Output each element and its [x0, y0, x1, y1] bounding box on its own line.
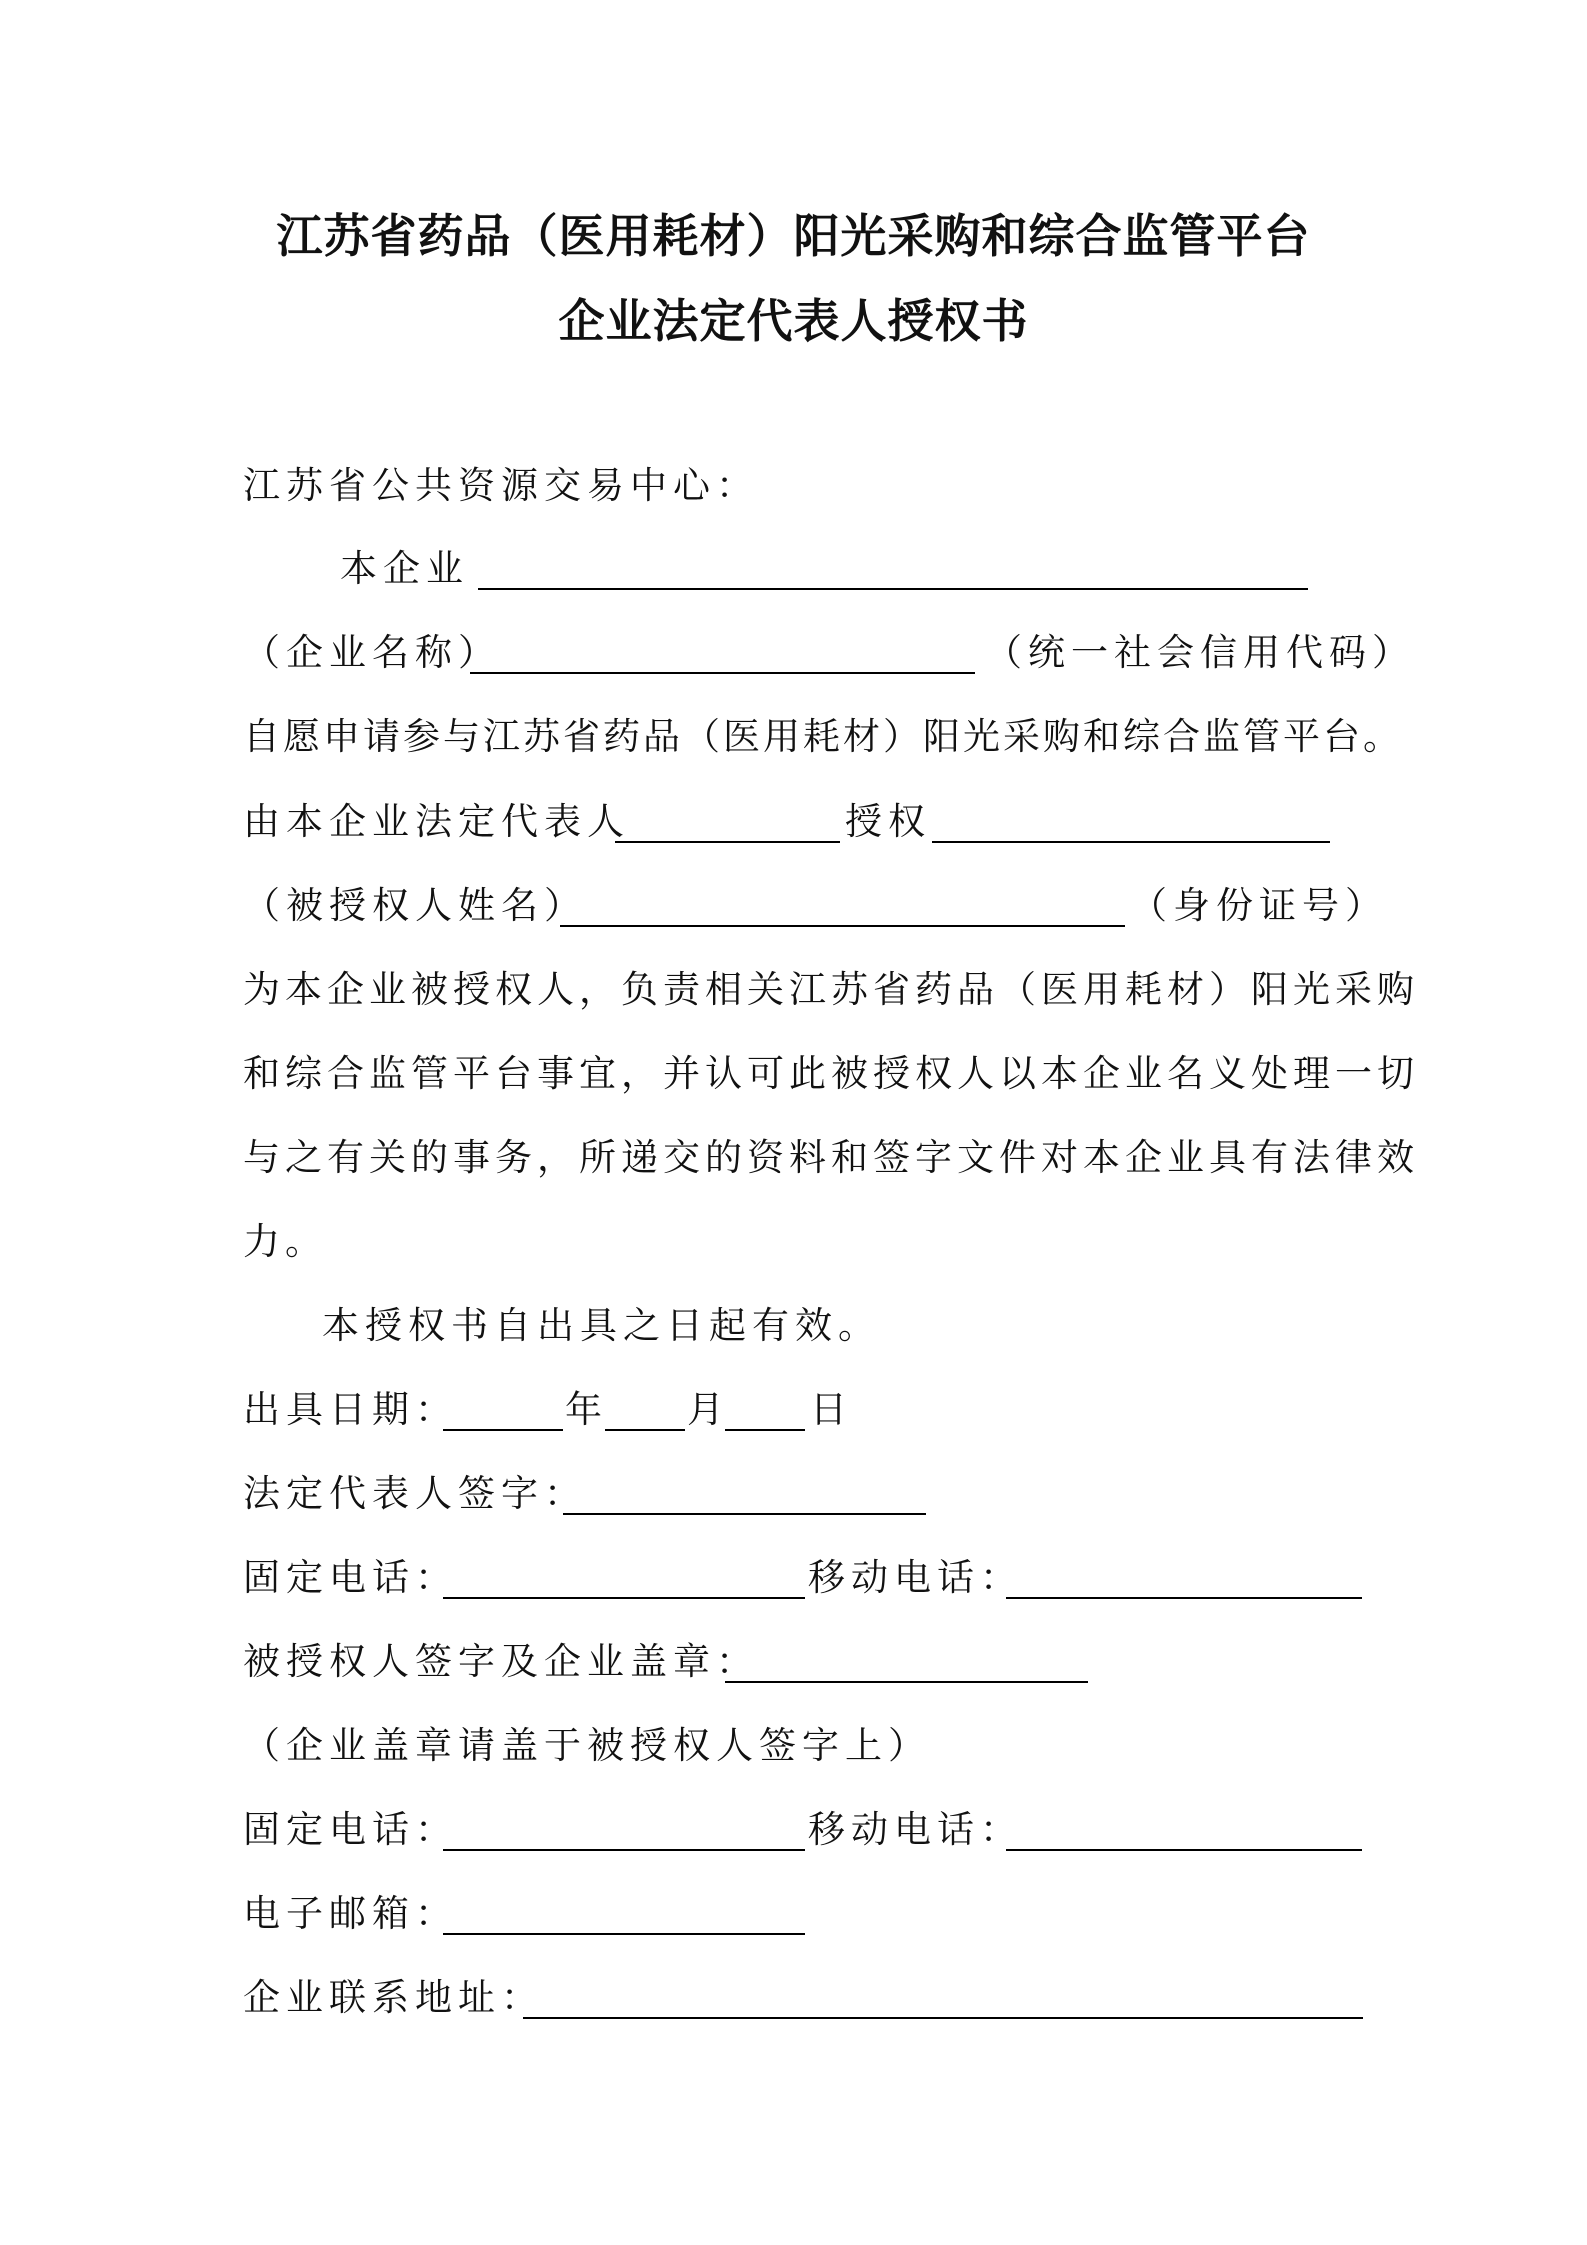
body-line-1: 为本企业被授权人，负责相关江苏省药品（医用耗材）阳光采购: [243, 968, 1419, 1011]
mobile-phone-blank-2[interactable]: [1006, 1849, 1362, 1851]
legal-rep-name-blank[interactable]: [615, 841, 840, 843]
legal-rep-signature-blank[interactable]: [563, 1513, 926, 1515]
mobile-phone-blank[interactable]: [1006, 1597, 1362, 1599]
recipient: 江苏省公共资源交易中心：: [243, 464, 759, 507]
issue-date-label: 出具日期：: [243, 1388, 458, 1431]
fixed-phone-label: 固定电话：: [243, 1556, 458, 1599]
body-line-2: 和综合监管平台事宜，并认可此被授权人以本企业名义处理一切: [243, 1052, 1419, 1095]
company-prefix: 本企业: [340, 547, 469, 590]
credit-code-blank[interactable]: [470, 672, 975, 674]
seal-note: （企业盖章请盖于被授权人签字上）: [243, 1724, 931, 1767]
company-name-blank[interactable]: [478, 588, 1308, 590]
fixed-phone-blank-2[interactable]: [443, 1849, 805, 1851]
document-title-line2: 企业法定代表人授权书: [558, 294, 1029, 348]
grantee-signature-label: 被授权人签字及企业盖章：: [243, 1640, 759, 1683]
legal-rep-prefix: 由本企业法定代表人: [243, 800, 630, 843]
credit-code-label: （统一社会信用代码）: [985, 631, 1415, 674]
body-line-3: 与之有关的事务，所递交的资料和签字文件对本企业具有法律效: [243, 1136, 1419, 1179]
mobile-phone-label-2: 移动电话：: [808, 1808, 1023, 1851]
company-line: [340, 543, 469, 595]
legal-rep-signature-label: 法定代表人签字：: [243, 1472, 587, 1515]
validity-statement: 本授权书自出具之日起有效。: [322, 1304, 881, 1347]
id-number-label: （身份证号）: [1130, 884, 1388, 927]
company-name-label: （企业名称）: [243, 631, 501, 674]
mobile-phone-label: 移动电话：: [808, 1556, 1023, 1599]
document-title-line1: 江苏省药品（医用耗材）阳光采购和综合监管平台: [276, 209, 1311, 263]
year-blank[interactable]: [443, 1429, 563, 1431]
month-label: 月: [687, 1388, 730, 1431]
grantee-name-label: （被授权人姓名）: [243, 884, 587, 927]
email-blank[interactable]: [443, 1933, 805, 1935]
month-blank[interactable]: [605, 1429, 685, 1431]
day-blank[interactable]: [725, 1429, 805, 1431]
grantee-name-blank[interactable]: [932, 841, 1330, 843]
address-blank[interactable]: [523, 2017, 1363, 2019]
day-label: 日: [810, 1388, 853, 1431]
email-label: 电子邮箱：: [243, 1892, 458, 1935]
body-line-4: 力。: [243, 1220, 327, 1263]
id-number-blank[interactable]: [560, 925, 1125, 927]
authorize-word: 授权: [845, 800, 931, 843]
address-label: 企业联系地址：: [243, 1976, 544, 2019]
fixed-phone-blank[interactable]: [443, 1597, 805, 1599]
fixed-phone-label-2: 固定电话：: [243, 1808, 458, 1851]
grantee-signature-blank[interactable]: [725, 1681, 1088, 1683]
year-label: 年: [565, 1388, 608, 1431]
apply-text: 自愿申请参与江苏省药品（医用耗材）阳光采购和综合监管平台。: [243, 715, 1403, 758]
